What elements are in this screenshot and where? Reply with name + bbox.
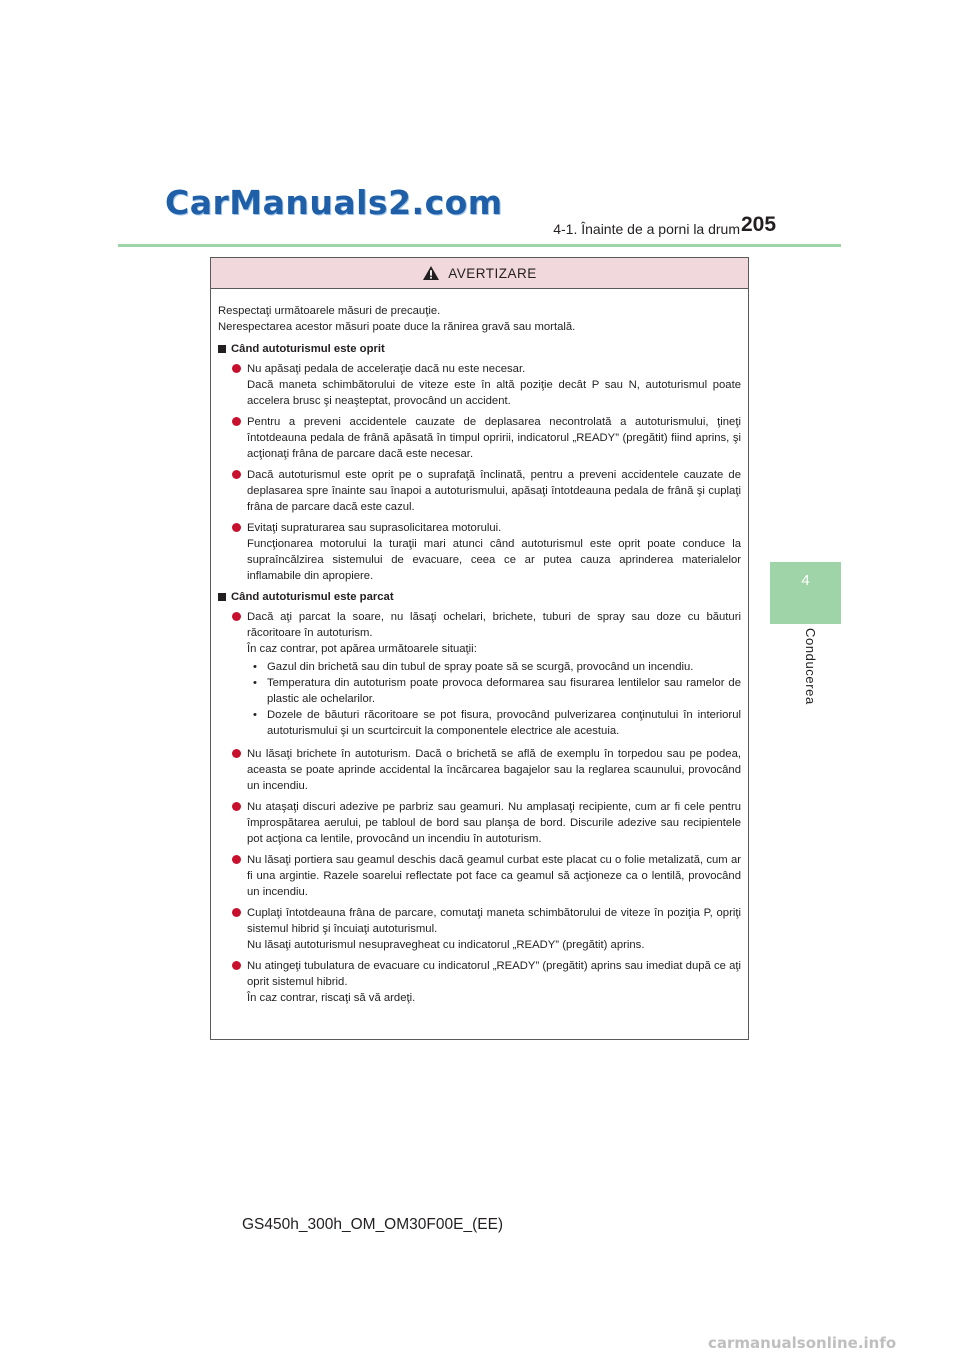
section-heading (218, 589, 741, 605)
red-dot-bullet-icon (232, 749, 241, 758)
item-paragraph: Nu lăsaţi portiera sau geamul deschis dacă geamul curbat este placat cu o folie metalizată, cum ar fi una argintie. Razele soarelui reflectate pot face ca geamul să acţioneze ca o lentilă, provocând un incendiu. (247, 854, 741, 898)
list-item (232, 520, 741, 584)
carmanualsonline-watermark: carmanualsonline.info (708, 1334, 897, 1352)
page-number: 205 (741, 213, 777, 236)
intro-line: Respectaţi următoarele măsuri de precauţie. (218, 305, 441, 317)
section-heading-text: Când autoturismul este oprit (231, 343, 385, 355)
sub-list-item (253, 659, 741, 675)
item-paragraph: Nu apăsaţi pedala de acceleraţie dacă nu este necesar. (247, 363, 526, 375)
item-paragraph: Nu lăsaţi autoturismul nesupravegheat cu indicatorul „READY” (pregătit) aprins. (247, 939, 645, 951)
sub-list-item-text: Dozele de băuturi răcoritoare se pot fisura, provocând pulverizarea conţinutului în interiorul autoturismului şi un scurtcircuit la componentele electrice ale acestuia. (267, 709, 741, 737)
section-heading-text: Când autoturismul este parcat (231, 591, 394, 603)
list-item-text (247, 958, 741, 1006)
list-item (232, 799, 741, 847)
list-item (232, 746, 741, 794)
item-paragraph: Nu ataşaţi discuri adezive pe parbriz sau geamuri. Nu amplasaţi recipiente, cum ar fi cele pentru împrospătarea aerului, pe tabloul de bord sau planşa de bord. Discurile adezive sau recipientele pot acţiona ca lentile, provocând un incendiu în autoturism. (247, 801, 741, 845)
list-item-text (247, 799, 741, 847)
item-paragraph: Nu lăsaţi brichete în autoturism. Dacă o brichetă se află de exemplu în torpedou sau pe podea, aceasta se poate aprinde accidental la încărcarea bagajelor sau la reglarea scaunului, provocând un incendiu. (247, 748, 741, 792)
list-item (232, 414, 741, 462)
list-item (232, 361, 741, 409)
red-dot-bullet-icon (232, 961, 241, 970)
red-dot-bullet-icon (232, 417, 241, 426)
small-dot-bullet-icon: • (253, 677, 257, 689)
sub-list-item-text: Temperatura din autoturism poate provoca deformarea sau fisurarea lentilelor sau ramelor de plastic ale ochelarilor. (267, 677, 741, 705)
list-item-text (247, 414, 741, 462)
item-paragraph: Pentru a preveni accidentele cauzate de deplasarea necontrolată a autoturismului, ţineţi întotdeauna pedala de frână apăsată în timpul opririi, indicatorul „READY” (pregătit) fiind aprins, şi acţionaţi frâna de parcare dacă este necesar. (247, 416, 741, 460)
list-item (232, 905, 741, 953)
square-bullet-icon (218, 345, 226, 353)
item-paragraph: Funcţionarea motorului la turaţii mari atunci când autoturismul este oprit poate conduce la supraîncălzirea sistemului de evacuare, ceea ce ar putea cauza aprinderea materialelor inflamabile din apropiere. (247, 538, 741, 582)
square-bullet-icon (218, 593, 226, 601)
item-paragraph: În caz contrar, riscaţi să vă ardeţi. (247, 992, 416, 1004)
item-paragraph: Nu atingeţi tubulatura de evacuare cu indicatorul „READY” (pregătit) aprins sau imediat după ce aţi oprit sistemul hibrid. (247, 960, 741, 988)
sub-list-item (253, 675, 741, 707)
list-item-text (247, 609, 741, 741)
small-dot-bullet-icon: • (253, 661, 257, 673)
model-code: GS450h_300h_OM_OM30F00E_(EE) (242, 1216, 504, 1233)
warning-header (211, 258, 748, 289)
item-paragraph: Dacă maneta schimbătorului de viteze este în altă poziţie decât P sau N, autoturismul poate accelera brusc şi neaşteptat, provocând un accident. (247, 379, 741, 407)
list-item (232, 852, 741, 900)
list-item-text (247, 746, 741, 794)
list-item-text (247, 467, 741, 515)
sub-list-item (253, 707, 741, 739)
red-dot-bullet-icon (232, 470, 241, 479)
list-item (232, 609, 741, 741)
chapter-label: Conducerea (803, 628, 818, 705)
list-item-text (247, 905, 741, 953)
list-item (232, 958, 741, 1006)
list-item-text (247, 852, 741, 900)
sub-list (247, 659, 741, 739)
small-dot-bullet-icon: • (253, 709, 257, 721)
red-dot-bullet-icon (232, 612, 241, 621)
carmanuals2-watermark: CarManuals2.com (165, 183, 503, 222)
red-dot-bullet-icon (232, 364, 241, 373)
red-dot-bullet-icon (232, 523, 241, 532)
red-dot-bullet-icon (232, 802, 241, 811)
warning-triangle-icon (422, 265, 440, 281)
list-item-text (247, 520, 741, 584)
intro-line: Nerespectarea acestor măsuri poate duce la rănirea gravă sau mortală. (218, 321, 576, 333)
list-item-text (247, 361, 741, 409)
sub-list-item-text: Gazul din brichetă sau din tubul de spray poate să se scurgă, provocând un incendiu. (267, 661, 694, 673)
item-paragraph: Dacă aţi parcat la soare, nu lăsaţi ochelari, brichete, tuburi de spray sau doze cu băuturi răcoritoare în autoturism. (247, 611, 741, 639)
red-dot-bullet-icon (232, 908, 241, 917)
item-paragraph: În caz contrar, pot apărea următoarele situaţii: (247, 643, 477, 655)
chapter-tab-number: 4 (801, 572, 810, 589)
header-divider (118, 244, 841, 247)
item-paragraph: Cuplaţi întotdeauna frâna de parcare, comutaţi maneta schimbătorului de viteze în poziţia P, opriţi sistemul hibrid şi încuiaţi autoturismul. (247, 907, 741, 935)
warning-body (211, 289, 748, 1006)
item-paragraph: Dacă autoturismul este oprit pe o suprafaţă înclinată, pentru a preveni accidentele cauzate de deplasarea spre înainte sau înapoi a autoturismului, apăsaţi întotdeauna pedala de frână şi cuplaţi frâna de parcare dacă este cazul. (247, 469, 741, 513)
warning-intro (218, 303, 741, 335)
warning-sections (218, 341, 741, 1006)
warning-title: AVERTIZARE (448, 265, 537, 281)
section-title: 4-1. Înainte de a porni la drum (553, 221, 740, 237)
section-heading (218, 341, 741, 357)
red-dot-bullet-icon (232, 855, 241, 864)
list-item (232, 467, 741, 515)
warning-box (210, 257, 749, 1040)
item-paragraph: Evitaţi supraturarea sau suprasolicitarea motorului. (247, 522, 502, 534)
